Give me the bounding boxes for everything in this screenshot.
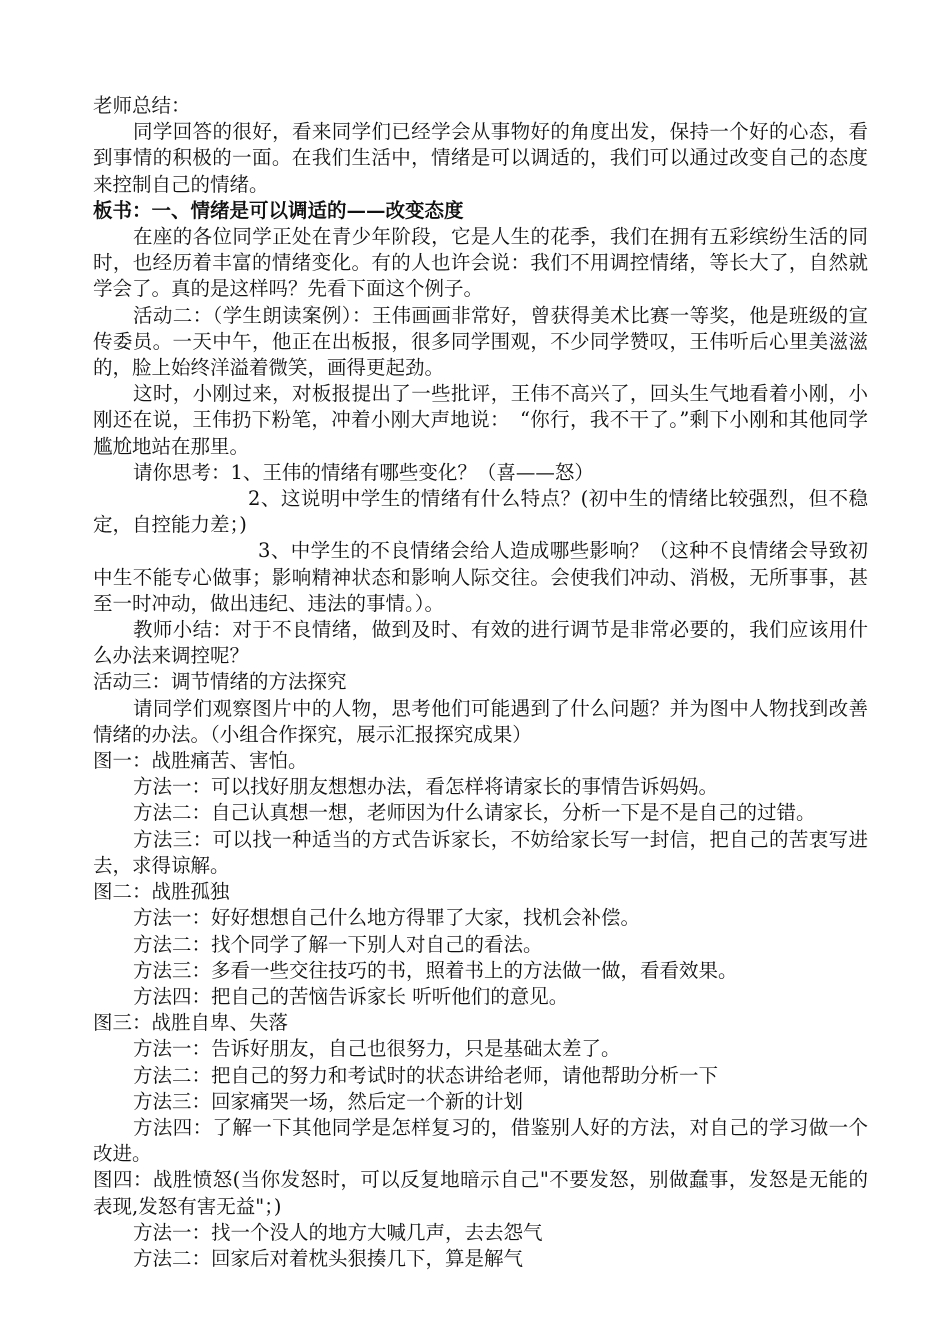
- method-item: 方法四：了解一下其他同学是怎样复习的，借鉴别人好的方法，对自己的学习做一个改进。: [93, 1115, 868, 1166]
- figure-one-heading: 图一：战胜痛苦、害怕。: [93, 749, 308, 773]
- paragraph: 请同学们观察图片中的人物，思考他们可能遇到了什么问题？并为图中人物找到改善情绪的办法。（小组合作探究，展示汇报探究成果）: [93, 696, 868, 746]
- figure-four-heading: 图四：战胜愤怒(当你发怒时，可以反复地暗示自己"不要发怒，别做蠢事，发怒是无能的表现,发怒有害无益"；): [93, 1168, 868, 1218]
- method-item: 方法四：把自己的苦恼告诉家长 听听他们的意见。: [133, 984, 569, 1008]
- question-three: 3、中学生的不良情绪会给人造成哪些影响？（这种不良情绪会导致初中生不能专心做事；影响精神状态和影响人际交往。会使我们冲动、消极，无所事事，甚至一时冲动，做出违纪、违法的事情。）。: [93, 539, 868, 615]
- method-item: 方法二：回家后对着枕头狠揍几下，算是解气: [133, 1246, 524, 1270]
- method-item: 方法三：多看一些交往技巧的书，照着书上的方法做一做，看看效果。: [133, 958, 738, 982]
- paragraph: 这时，小刚过来，对板报提出了一些批评，王伟不高兴了，回头生气地看着小刚，小刚还在说，王伟扔下粉笔，冲着小刚大声地说： “你行，我不干了。”剩下小刚和其他同学尴尬地站在那里。: [93, 382, 868, 458]
- question-two: 2、这说明中学生的情绪有什么特点？(初中生的情绪比较强烈，但不稳定，自控能力差；): [93, 487, 868, 537]
- method-item: 方法一：告诉好朋友，自己也很努力，只是基础太差了。: [133, 1037, 621, 1061]
- figure-two-heading: 图二：战胜孤独: [93, 880, 230, 904]
- method-item: 方法三：回家痛哭一场，然后定一个新的计划: [133, 1089, 524, 1113]
- board-heading: 板书：一、情绪是可以调适的——改变态度: [93, 198, 464, 222]
- figure-three-heading: 图三：战胜自卑、失落: [93, 1011, 289, 1035]
- method-item: 方法二：自己认真想一想，老师因为什么请家长，分析一下是不是自己的过错。: [133, 801, 816, 825]
- question-one: 请你思考：1、王伟的情绪有哪些变化？（喜——怒）: [133, 460, 594, 484]
- method-item: 方法二：找个同学了解一下别人对自己的看法。: [133, 932, 543, 956]
- activity-three-heading: 活动三：调节情绪的方法探究: [93, 670, 347, 694]
- method-item: 方法三：可以找一种适当的方式告诉家长，不妨给家长写一封信，把自己的苦衷写进去，求得谅解。: [93, 827, 868, 877]
- method-item: 方法一：好好想想自己什么地方得罪了大家，找机会补偿。: [133, 906, 641, 930]
- teacher-summary-heading: 老师总结：: [93, 94, 191, 117]
- method-item: 方法二：把自己的努力和考试时的状态讲给老师，请他帮助分析一下: [133, 1063, 719, 1087]
- teacher-conclusion: 教师小结：对于不良情绪，做到及时、有效的进行调节是非常必要的，我们应该用什么办法来调控呢？: [93, 618, 868, 668]
- paragraph: 同学回答的很好，看来同学们已经学会从事物好的角度出发，保持一个好的心态，看到事情的积极的一面。在我们生活中，情绪是可以调适的，我们可以通过改变自己的态度来控制自己的情绪。: [93, 120, 868, 196]
- document-body: [93, 93, 868, 1272]
- paragraph: 在座的各位同学正处在青少年阶段，它是人生的花季，我们在拥有五彩缤纷生活的同时，也经历着丰富的情绪变化。有的人也许会说：我们不用调控情绪，等长大了，自然就学会了。真的是这样吗？先看下面这个例子。: [93, 225, 868, 301]
- activity-two-paragraph: 活动二：（学生朗读案例）：王伟画画非常好，曾获得美术比赛一等奖，他是班级的宣传委员。一天中午，他正在出板报，很多同学围观，不少同学赞叹，王伟听后心里美滋滋的，脸上始终洋溢着微笑，画得更起劲。: [93, 303, 868, 380]
- method-item: 方法一：可以找好朋友想想办法，看怎样将请家长的事情告诉妈妈。: [133, 775, 719, 799]
- method-item: 方法一：找一个没人的地方大喊几声，去去怨气: [133, 1220, 543, 1244]
